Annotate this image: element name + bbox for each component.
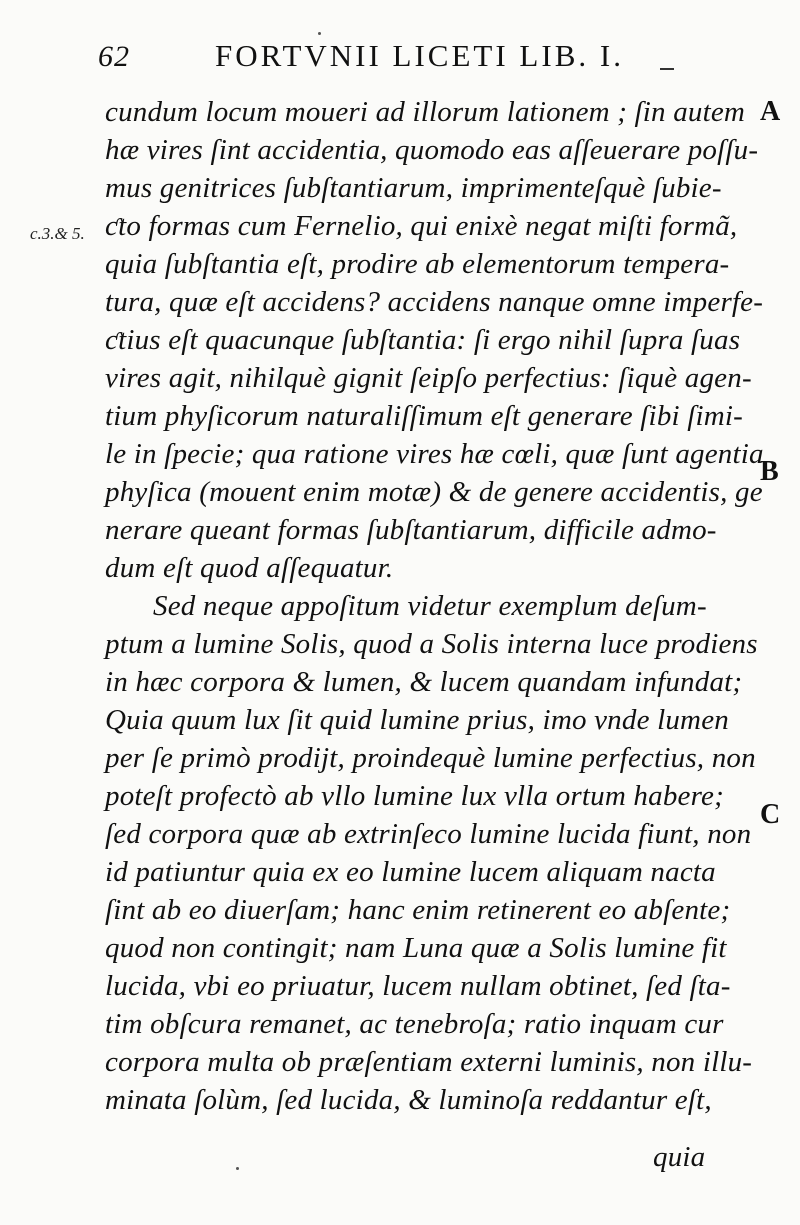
print-speck (318, 32, 321, 35)
text-line: Quia quum lux ſit quid lumine prius, imo vnde lumen (105, 704, 729, 736)
text-line: cundum locum moueri ad illorum lationem ; ſin autem (105, 96, 746, 128)
catchword: quia (653, 1141, 706, 1173)
header-rule (660, 68, 674, 70)
text-line: mus genitrices ſubſtantiarum, imprimenteſquè ſubie- (105, 172, 722, 204)
text-line: minata ſolùm, ſed lucida, & luminoſa reddantur eſt, (105, 1084, 712, 1116)
page-header (0, 38, 800, 88)
text-line: ƈto formas cum Fernelio, qui enixè negat miſti formã, (105, 210, 738, 242)
page-number: 62 (98, 40, 130, 73)
text-line: ptum a lumine Solis, quod a Solis interna luce prodiens (105, 628, 758, 660)
text-line: per ſe primò prodijt, proindequè lumine perfectius, non (105, 742, 756, 774)
text-line: tura, quæ eſt accidens? accidens nanque omne imperfe- (105, 286, 764, 318)
text-line: poteſt profectò ab vllo lumine lux vlla ortum habere; (105, 780, 724, 812)
text-line: phyſica (mouent enim motæ) & de genere accidentis, ge (105, 476, 763, 508)
margin-letter-a: A (760, 96, 781, 127)
print-speck (236, 1167, 239, 1170)
paragraph-first-line: Sed neque appoſitum videtur exemplum deſum- (153, 590, 707, 622)
text-line: ſint ab eo diuerſam; hanc enim retinerent eo abſente; (105, 894, 731, 926)
running-title: FORTVNII LICETI LIB. I. (215, 38, 624, 73)
text-line: ƈtius eſt quacunque ſubſtantia: ſi ergo nihil ſupra ſuas (105, 324, 741, 356)
text-line: corpora multa ob præſentiam externi luminis, non illu- (105, 1046, 753, 1078)
margin-reference: c.3.& 5. (30, 224, 85, 243)
text-line: tim obſcura remanet, ac tenebroſa; ratio inquam cur (105, 1008, 724, 1040)
text-line: le in ſpecie; qua ratione vires hæ cœli, quæ ſunt agentia (105, 438, 764, 470)
margin-letter-b: B (760, 456, 779, 487)
text-line: quia ſubſtantia eſt, prodire ab elementorum tempera- (105, 248, 730, 280)
text-line: vires agit, nihilquè gignit ſeipſo perfectius: ſiquè agen- (105, 362, 752, 394)
text-line: in hæc corpora & lumen, & lucem quandam infundat; (105, 666, 743, 698)
text-line: quod non contingit; nam Luna quæ a Solis lumine fit (105, 932, 727, 964)
text-line: id patiuntur quia ex eo lumine lucem aliquam nacta (105, 856, 716, 888)
text-line: ſed corpora quæ ab extrinſeco lumine lucida fiunt, non (105, 818, 752, 850)
text-line: dum eſt quod aſſequatur. (105, 552, 394, 584)
text-line: lucida, vbi eo priuatur, lucem nullam obtinet, ſed ſta- (105, 970, 731, 1002)
text-line: hæ vires ſint accidentia, quomodo eas aſſeuerare poſſu- (105, 134, 759, 166)
text-line: nerare queant formas ſubſtantiarum, difficile admo- (105, 514, 717, 546)
margin-letter-c: C (760, 799, 781, 830)
text-line: tium phyſicorum naturaliſſimum eſt generare ſibi ſimi- (105, 400, 743, 432)
